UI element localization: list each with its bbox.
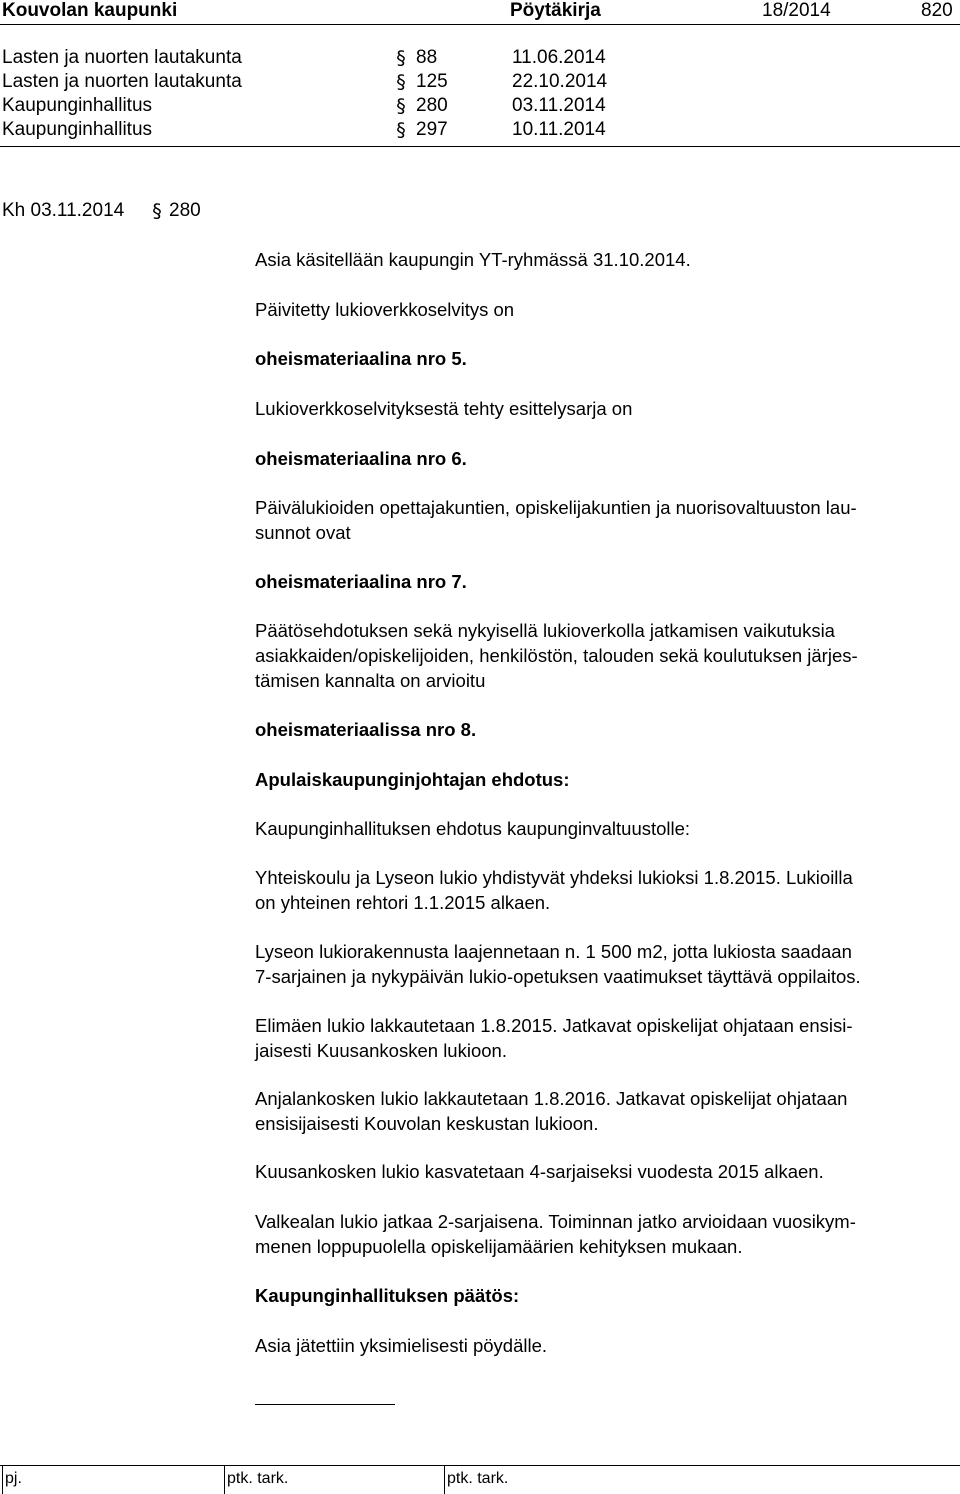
section-mark-icon xyxy=(392,121,410,139)
attachment-ref: oheismateriaalina nro 7. xyxy=(255,571,467,592)
section-ref: Kh 03.11.2014 xyxy=(2,200,125,221)
body-paragraph: Päivälukioiden opettajakuntien, opiskelijakuntien ja nuorisovaltuuston lau- xyxy=(255,497,857,518)
body-paragraph: Päivitetty lukioverkkoselvitys on xyxy=(255,299,515,320)
footer-checker: ptk. tark. xyxy=(447,1470,509,1487)
page-number: 820 xyxy=(921,0,953,21)
history-body: Lasten ja nuorten lautakunta xyxy=(2,47,242,68)
attachment-ref: oheismateriaalina nro 5. xyxy=(255,348,467,369)
header-divider xyxy=(0,24,960,25)
section-mark-icon xyxy=(392,97,410,115)
org-name: Kouvolan kaupunki xyxy=(2,0,178,21)
attachment-ref: oheismateriaalina nro 6. xyxy=(255,448,467,469)
decision-text: Asia jätettiin yksimielisesti pöydälle. xyxy=(255,1335,548,1356)
resolution-item: Elimäen lukio lakkautetaan 1.8.2015. Jatkavat opiskelijat ohjataan ensisi- xyxy=(255,1015,853,1036)
signature-line xyxy=(255,1404,395,1405)
decision-heading: Kaupunginhallituksen päätös: xyxy=(255,1285,520,1306)
attachment-ref: oheismateriaalissa nro 8. xyxy=(255,719,477,740)
svg-text:§: § xyxy=(396,121,406,139)
section-mark-icon xyxy=(148,202,166,220)
footer-field-divider xyxy=(444,1466,445,1494)
body-paragraph: asiakkaiden/opiskelijoiden, henkilöstön, talouden sekä koulutuksen järjes- xyxy=(255,645,858,666)
resolution-item: Kuusankosken lukio kasvatetaan 4-sarjaiseksi vuodesta 2015 alkaen. xyxy=(255,1161,824,1182)
footer-checker: ptk. tark. xyxy=(227,1470,289,1487)
resolution-item: menen loppupuolella opiskelijamäärien kehityksen mukaan. xyxy=(255,1236,743,1257)
body-paragraph: sunnot ovat xyxy=(255,522,351,543)
body-paragraph: Lukioverkkoselvityksestä tehty esittelysarja on xyxy=(255,398,633,419)
history-date: 22.10.2014 xyxy=(512,71,608,92)
footer-chair: pj. xyxy=(5,1470,22,1487)
body-paragraph: tämisen kannalta on arvioitu xyxy=(255,670,486,691)
body-paragraph: Asia käsitellään kaupungin YT-ryhmässä 31.10.2014. xyxy=(255,249,691,270)
issue-number: 18/2014 xyxy=(762,0,831,21)
proposal-heading: Apulaiskaupunginjohtajan ehdotus: xyxy=(255,769,570,790)
svg-text:§: § xyxy=(396,97,406,115)
history-date: 10.11.2014 xyxy=(512,119,606,140)
history-body: Kaupunginhallitus xyxy=(2,119,153,140)
footer-field-divider xyxy=(2,1466,3,1494)
history-number: 125 xyxy=(416,71,448,92)
resolution-item: on yhteinen rehtori 1.1.2015 alkaen. xyxy=(255,892,551,913)
footer-field-divider xyxy=(224,1466,225,1494)
body-paragraph: Päätösehdotuksen sekä nykyisellä lukioverkolla jatkamisen vaikutuksia xyxy=(255,620,835,641)
resolution-item: ensisijaisesti Kouvolan keskustan lukioon. xyxy=(255,1113,599,1134)
svg-text:§: § xyxy=(396,73,406,91)
resolution-item: jaisesti Kuusankosken lukioon. xyxy=(255,1040,507,1061)
history-body: Lasten ja nuorten lautakunta xyxy=(2,71,242,92)
resolution-item: 7-sarjainen ja nykypäivän lukio-opetuksen vaatimukset täyttävä oppilaitos. xyxy=(255,966,861,987)
section-mark-icon xyxy=(392,49,410,67)
history-date: 03.11.2014 xyxy=(512,95,606,116)
section-number: 280 xyxy=(169,200,201,221)
svg-text:§: § xyxy=(396,49,406,67)
history-number: 88 xyxy=(416,47,438,68)
history-number: 280 xyxy=(416,95,448,116)
history-date: 11.06.2014 xyxy=(512,47,606,68)
svg-text:§: § xyxy=(152,202,162,220)
history-body: Kaupunginhallitus xyxy=(2,95,153,116)
resolution-item: Yhteiskoulu ja Lyseon lukio yhdistyvät yhdeksi lukioksi 1.8.2015. Lukioilla xyxy=(255,867,853,888)
resolution-item: Lyseon lukiorakennusta laajennetaan n. 1 500 m2, jotta lukiosta saadaan xyxy=(255,941,852,962)
resolution-item: Anjalankosken lukio lakkautetaan 1.8.2016. Jatkavat opiskelijat ohjataan xyxy=(255,1088,848,1109)
doc-type: Pöytäkirja xyxy=(510,0,601,21)
proposal-intro: Kaupunginhallituksen ehdotus kaupunginvaltuustolle: xyxy=(255,818,691,839)
footer-divider xyxy=(0,1465,960,1466)
history-divider xyxy=(0,146,960,147)
resolution-item: Valkealan lukio jatkaa 2-sarjaisena. Toiminnan jatko arvioidaan vuosikym- xyxy=(255,1211,856,1232)
history-number: 297 xyxy=(416,119,448,140)
section-mark-icon xyxy=(392,73,410,91)
